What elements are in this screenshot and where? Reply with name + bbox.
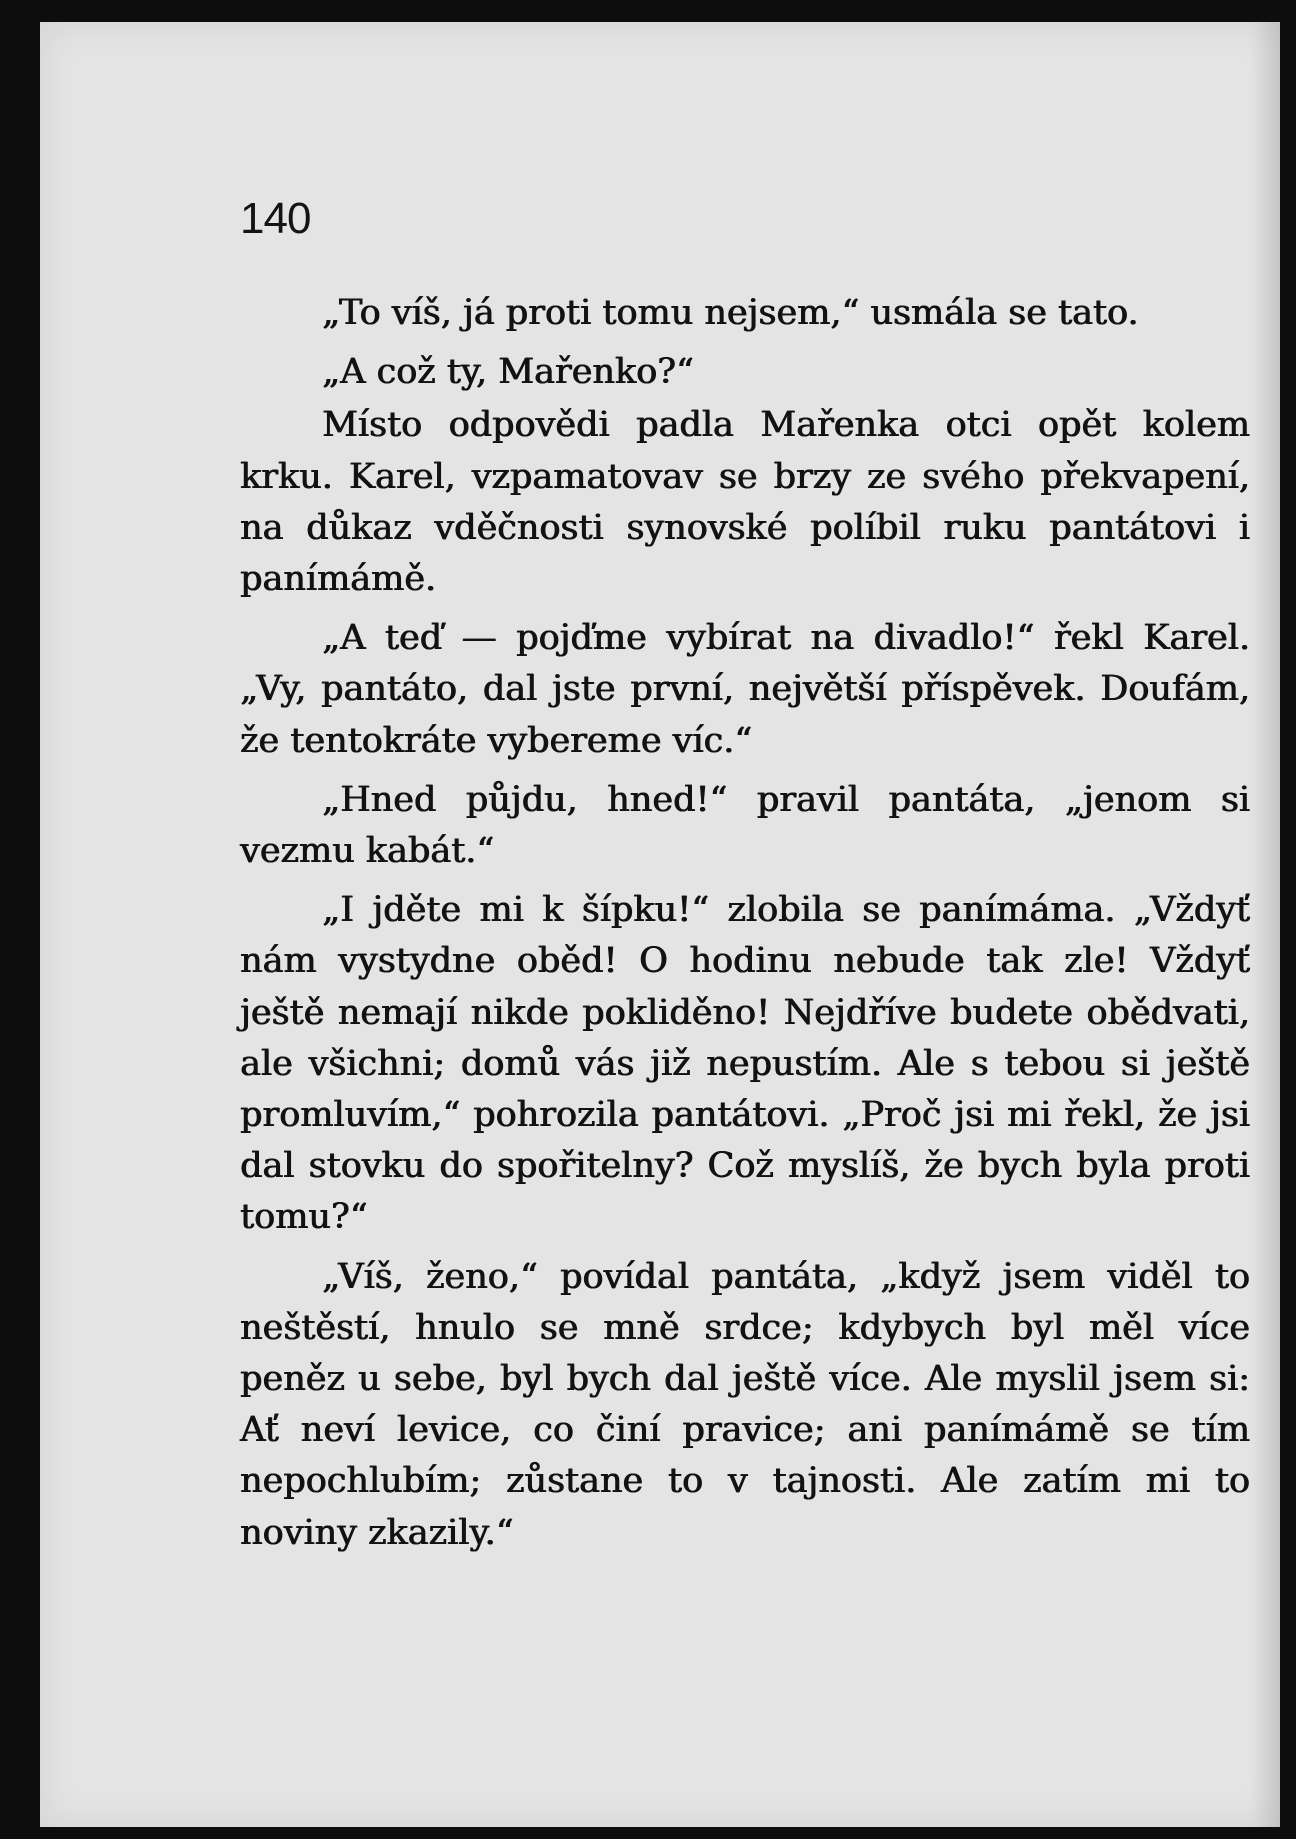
page-text: [240, 288, 1250, 1567]
page-number: 140: [240, 194, 311, 243]
book-page: [40, 22, 1280, 1827]
paragraph: „A což ty, Mařenko?“: [322, 352, 694, 393]
paragraph: „Víš, ženo,“ povídal pantáta, „když jsem viděl to neštěstí, hnulo se mně srdce; kdybych byl měl více peněz u sebe, byl bych dal ještě více. Ale myslil jsem si: Ať neví levice, co činí pravice; ani panímámě se tím nepochlubím; zůstane to v tajnosti. Ale zatím mi to noviny zkazily.“: [240, 1256, 1250, 1553]
paragraph: „To víš, já proti tomu nejsem,“ usmála se tato.: [322, 293, 1139, 333]
paragraph: Místo odpovědi padla Mařenka otci opět kolem krku. Karel, vzpamatovav se brzy ze svého překvapení, na důkaz vděčnosti synovské políbil ruku pantátovi i panímámě.: [240, 405, 1250, 600]
paragraph: „A teď — pojďme vybírat na divadlo!“ řekl Karel. „Vy, pantáto, dal jste první, největší příspěvek. Doufám, že tentokráte vybereme víc.“: [240, 618, 1250, 761]
paragraph: „Hned půjdu, hned!“ pravil pantáta, „jenom si vezmu kabát.“: [240, 779, 1250, 872]
paragraph: „I jděte mi k šípku!“ zlobila se panímáma. „Vždyť nám vystydne oběd! O hodinu nebude tak zle! Vždyť ještě nemají nikde pokliděno! Nejdříve budete obědvati, ale všichni; domů vás již nepustím. Ale s tebou si ještě promluvím,“ pohrozila pantátovi. „Proč jsi mi řekl, že jsi dal stovku do spořitelny? Což myslíš, že bych byla proti tomu?“: [240, 890, 1250, 1238]
